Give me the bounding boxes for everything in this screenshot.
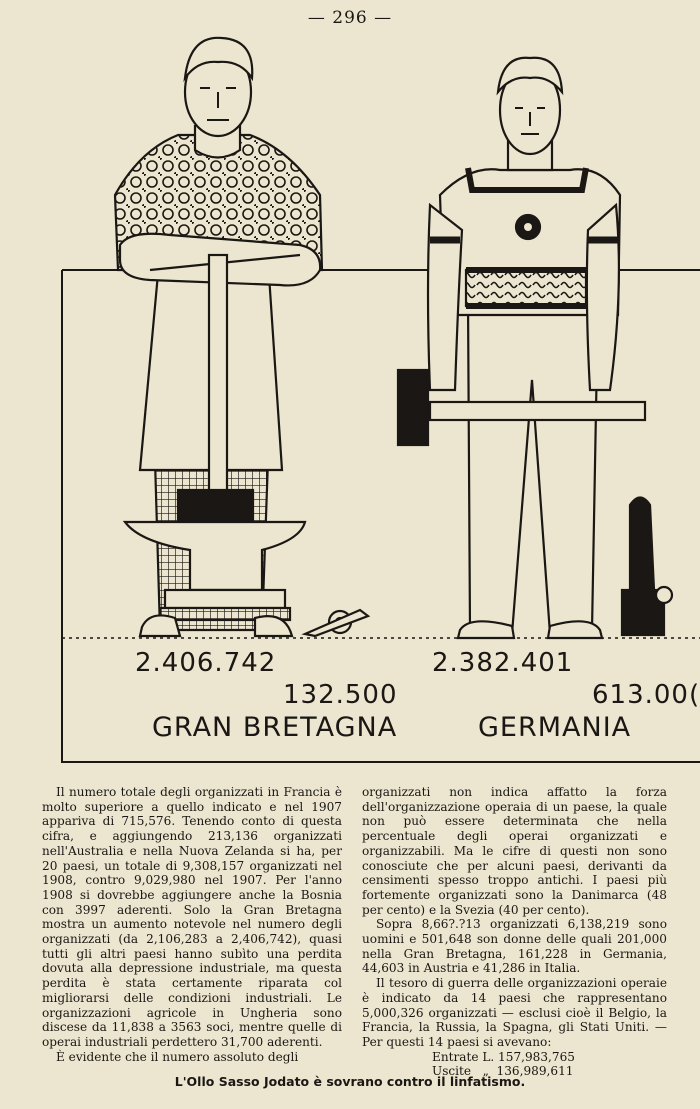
advertisement-footer: L'Ollo Sasso Jodato è sovrano contro il linfatismo. — [174, 1074, 526, 1089]
de-total: 2.382.401 — [432, 648, 574, 678]
page-number: — 296 — — [307, 8, 393, 28]
paragraph: È evidente che il numero assoluto degli — [56, 1049, 299, 1064]
ledger-expense: Uscite „ 136,989,611 — [432, 1064, 574, 1079]
paragraph: organizzati non indica affatto la forza dell'organizzazione operaia di un paese, la quale non può essere determinata che nella percentuale degli operai organizzati e organizzabili. Ma le cifre di questi non sono conosciute che per alcuni paesi, derivanti da censimenti spesso troppo antichi. I paesi più fortemente organizzati sono la Danimarca (48 per cento) e la Svezia (40 per cento). — [362, 785, 667, 917]
workers-illustration — [0, 30, 700, 770]
text-column-right — [362, 785, 667, 1079]
german-worker — [398, 58, 672, 638]
paragraph: Il numero totale degli organizzati in Francia è molto superiore a quello indicato e nel 1907 appariva di 715,576. Tenendo conto di questa cifra, e aggiungendo 213,136 organizzati nell'Australia e nella Nuova Zelanda si ha, per 20 paesi, un totale di 9,308,157 organizzati nel 1908, contro 9,029,980 nel 1907. Per l'anno 1908 si dovrebbe aggiungere anche la Bosnia con 3997 aderenti. Solo la Gran Bretagna mostra un aumento notevole nel numero degli organizzati (da 2,106,283 a 2,406,742), quasi tutti gli altri paesi hanno subìto una perdita dovuta alla depressione industriale, ma questa perdita è stata certamente riparata col migliorarsi delle condizioni industriali. Le organizzazioni agricole in Ungheria sono discese da 11,838 a 3563 soci, mentre quelle di operai industriali perdettero 31,700 aderenti. — [42, 785, 342, 1049]
paragraph: Il tesoro di guerra delle organizzazioni operaie è indicato da 14 paesi che rappresentano 5,000,326 organizzati — esclusi cioè il Belgio, la Francia, la Russia, la Spagna, gli Stati Uniti. — Per questi 14 paesi si avevano: — [362, 976, 667, 1049]
de-women: 613.00( — [592, 680, 700, 710]
gb-name: GRAN BRETAGNA — [152, 712, 398, 743]
paragraph: Sopra 8,66?.?13 organizzati 6,138,219 sono uomini e 501,648 son donne delle quali 201,000 nella Gran Bretagna, 161,228 in Germania, 44,603 in Austria e 41,286 in Italia. — [362, 917, 667, 976]
gb-total: 2.406.742 — [135, 648, 277, 678]
de-name: GERMANIA — [478, 712, 632, 743]
text-column-left — [42, 785, 342, 1064]
illustration — [0, 30, 700, 770]
ledger-income: Entrate L. 157,983,765 — [432, 1049, 575, 1064]
british-worker — [115, 38, 368, 636]
gb-women: 132.500 — [283, 680, 398, 710]
